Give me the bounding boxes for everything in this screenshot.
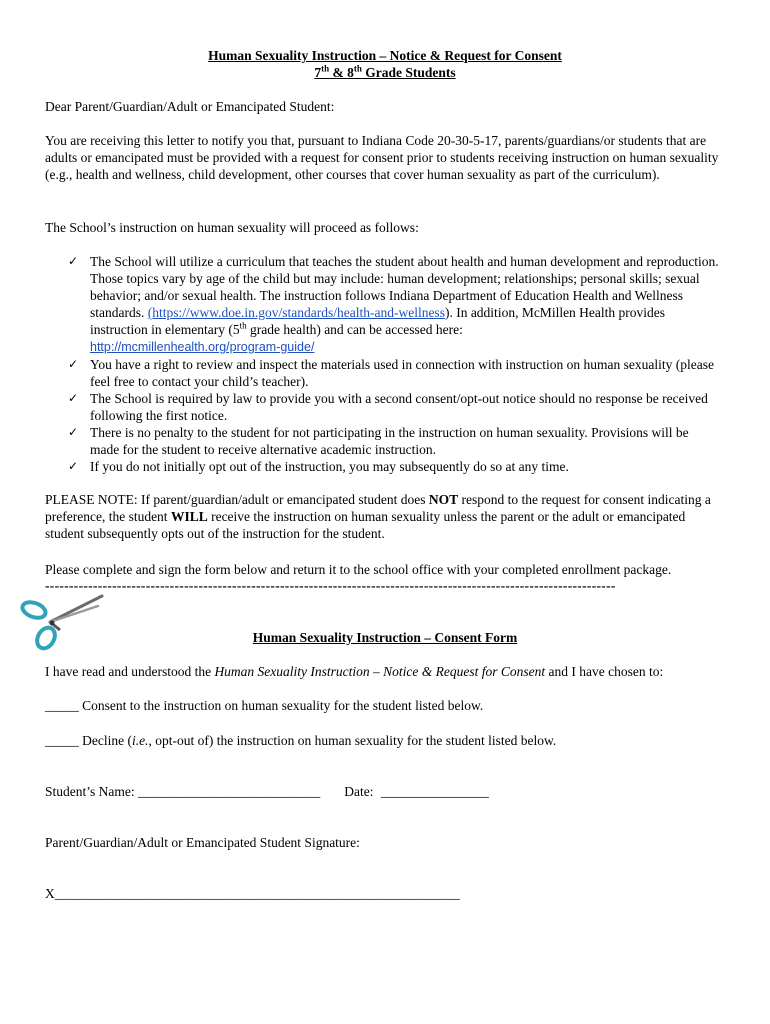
- decline-option: _____ Decline (i.e., opt-out of) the instruction on human sexuality for the student listed below.: [45, 733, 557, 748]
- student-name-field[interactable]: ___________________________: [138, 784, 321, 799]
- salutation: Dear Parent/Guardian/Adult or Emancipated Student:: [45, 99, 335, 114]
- signature-label: Parent/Guardian/Adult or Emancipated Student Signature:: [45, 835, 360, 850]
- date-label: Date:: [344, 784, 377, 799]
- student-name-label: Student’s Name:: [45, 784, 138, 799]
- check-icon: ✓: [68, 459, 79, 473]
- intro-paragraph: You are receiving this letter to notify you that, pursuant to Indiana Code 20-30-5-17, parents/guardians/or students that are adults or emancipated must be provided with a request for consent prior to students receiving instruction on human sexuality (e.g., health and wellness, child development, other courses that cover human sexuality as part of the curriculum).: [45, 133, 719, 182]
- list-item: ✓ The School is required by law to provide you with a second consent/opt-out notice should no response be received following the first notice.: [68, 391, 708, 423]
- check-icon: ✓: [68, 425, 79, 439]
- list-item: ✓ If you do not initially opt out of the instruction, you may subsequently do so at any time.: [68, 459, 569, 474]
- consent-option: _____ Consent to the instruction on human sexuality for the student listed below.: [45, 698, 484, 713]
- instruction-list: [68, 253, 720, 475]
- date-field[interactable]: ________________: [380, 784, 489, 799]
- please-note-paragraph: PLEASE NOTE: If parent/guardian/adult or emancipated student does NOT respond to the request for consent indicating a preference, the student WILL receive the instruction on human sexuality unless the parent or the adult or emancipated student subsequently opts out of the instruction for the student.: [45, 492, 711, 541]
- signature-row: [45, 885, 725, 902]
- acknowledgement-text: I have read and understood the Human Sexuality Instruction – Notice & Request for Consent and I have chosen to:: [45, 664, 664, 679]
- list-item: ✓ There is no penalty to the student for not participating in the instruction on human sexuality. Provisions will be made for the student to receive alternative academic instruction.: [68, 425, 689, 457]
- title-line: Human Sexuality Instruction – Notice & Request for Consent: [208, 48, 562, 63]
- signature-x: X: [45, 886, 55, 901]
- consent-blank-field[interactable]: _____: [45, 698, 79, 713]
- check-icon: ✓: [68, 391, 79, 405]
- decline-blank-field[interactable]: _____: [45, 733, 79, 748]
- mcmillen-program-guide-link[interactable]: http://mcmillenhealth.org/program-guide/: [90, 340, 315, 354]
- list-item: ✓ The School will utilize a curriculum that teaches the student about health and human development and reproduction. Those topics vary by age of the child but may include: human development; relationships; personal skills; sexual behavior; and/or sexual health. The instruction follows Indiana Department of Education Health and Wellness standards. (https://www.doe.in.gov/standards/health-and-wellness). In addition, McMillen Health provides instruction in elementary (5th grade health) and can be accessed here: http://mcmillenhealth.org/program-guide/: [68, 254, 719, 354]
- doe-standards-link[interactable]: (https://www.doe.in.gov/standards/health-and-wellness: [147, 305, 445, 320]
- grade-line: 7th & 8th Grade Students: [314, 63, 456, 80]
- list-item: ✓ You have a right to review and inspect the materials used in connection with instruction on human sexuality (please feel free to contact your child’s teacher).: [68, 357, 714, 389]
- student-info-row: [45, 783, 725, 800]
- complete-instructions: Please complete and sign the form below and return it to the school office with your completed enrollment package.: [45, 562, 672, 577]
- signature-field[interactable]: ____________________________________________________________: [54, 886, 460, 901]
- check-icon: ✓: [68, 254, 79, 268]
- proceed-paragraph: The School’s instruction on human sexuality will proceed as follows:: [45, 220, 419, 235]
- cut-line: -----------------------------------------------------------------------------------------------------------------------: [45, 578, 616, 593]
- check-icon: ✓: [68, 357, 79, 371]
- document-title: [0, 47, 770, 81]
- consent-form-title: Human Sexuality Instruction – Consent Form: [252, 630, 518, 645]
